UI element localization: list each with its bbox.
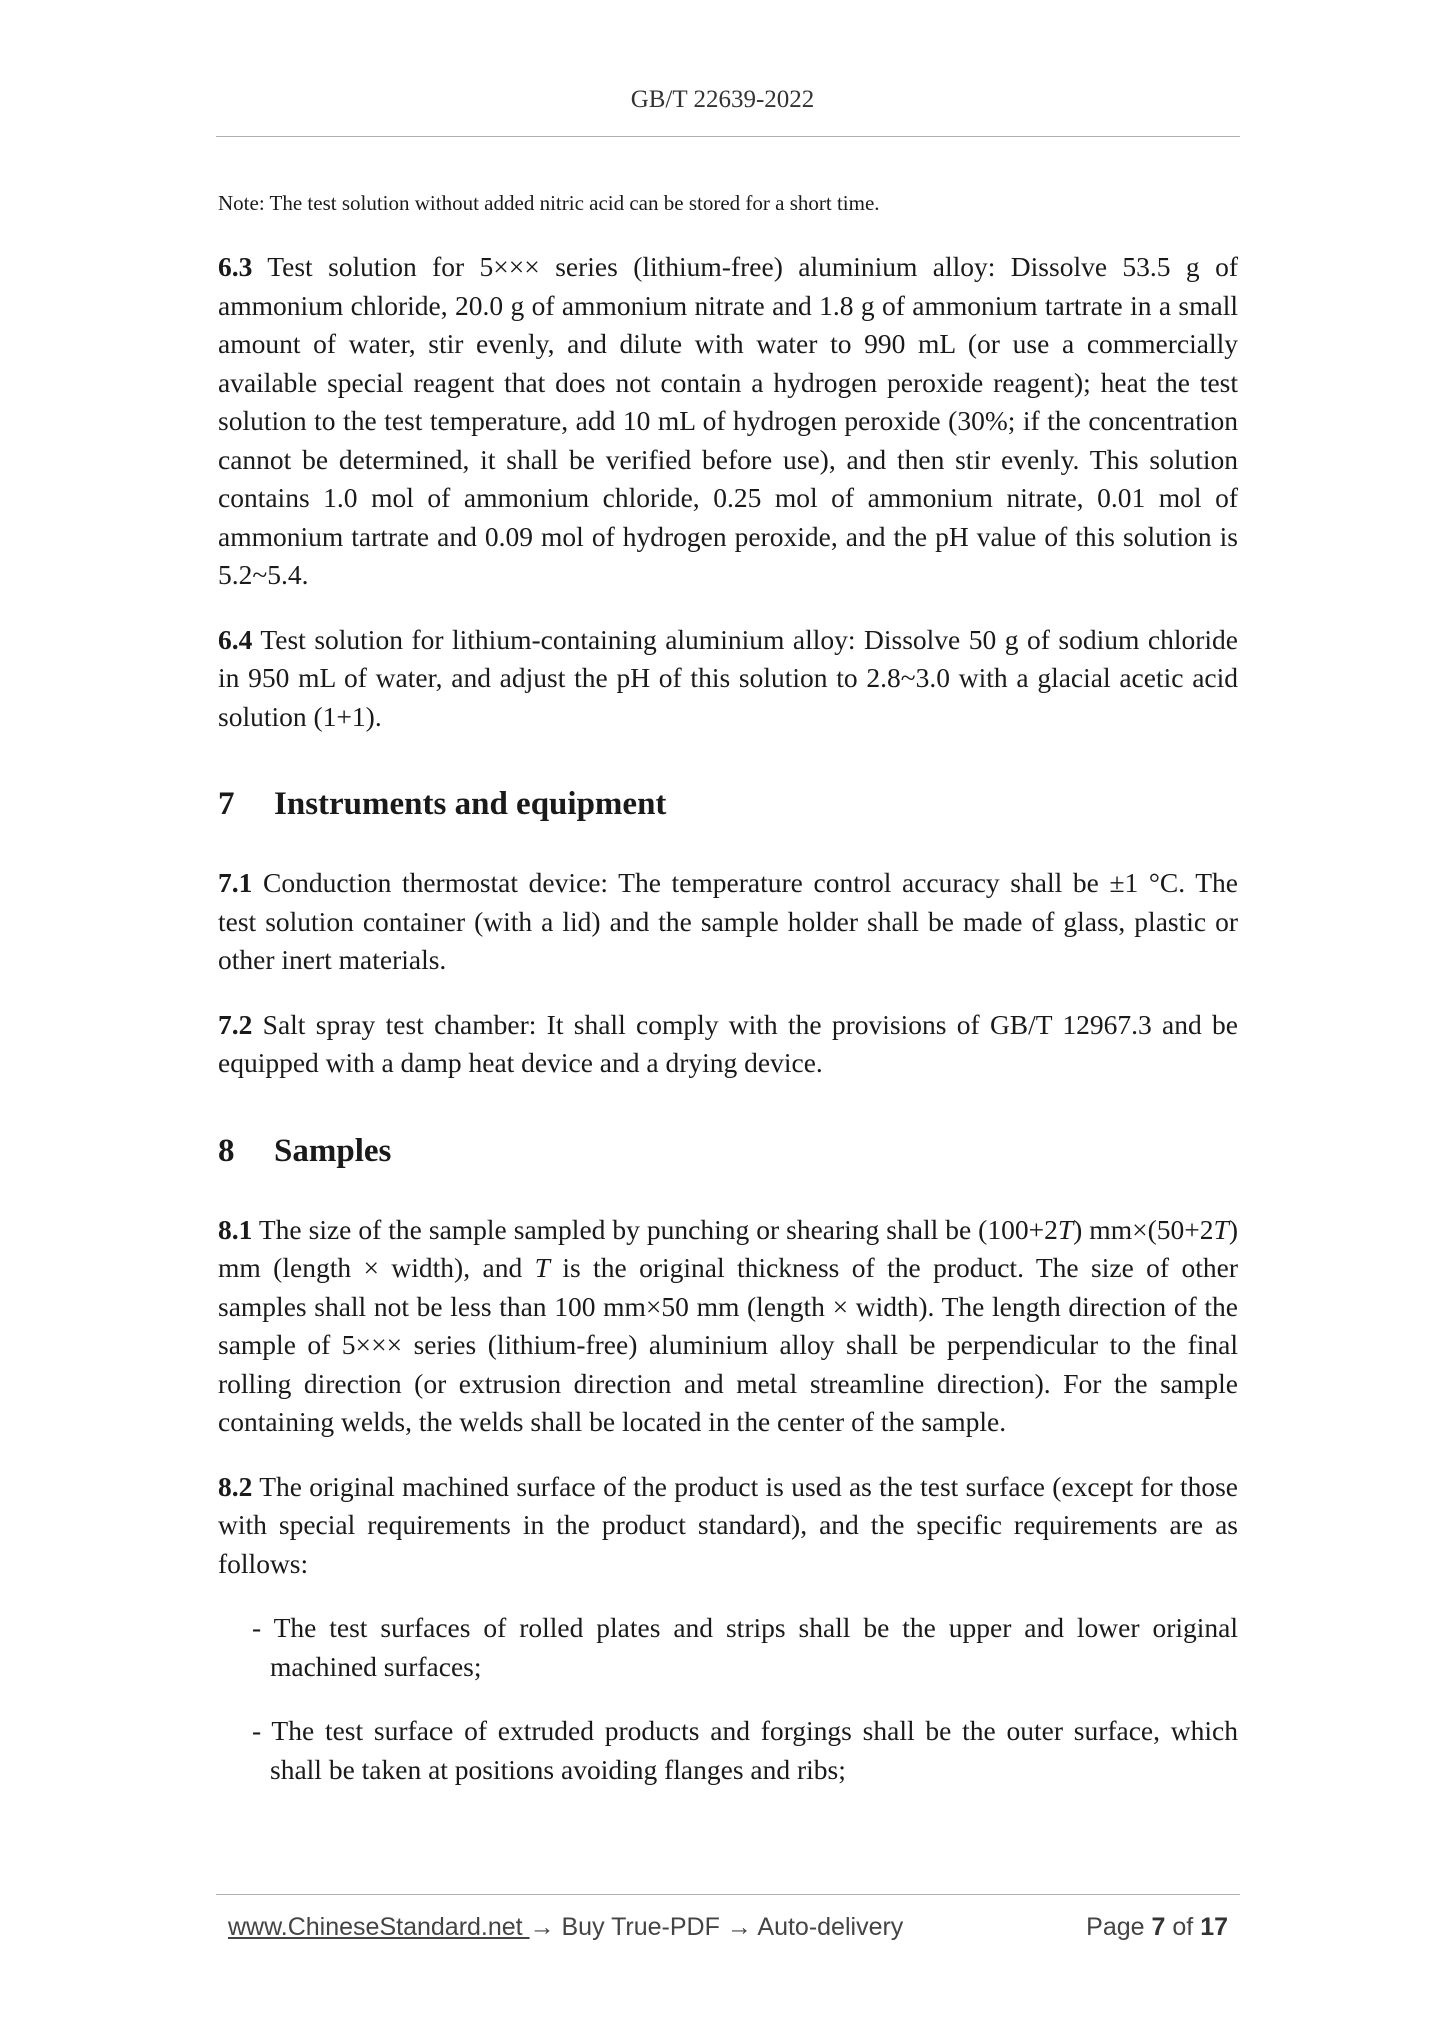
page-label: Page <box>1086 1913 1145 1941</box>
clause-8-1 <box>218 1211 1238 1442</box>
website-link[interactable]: www.ChineseStandard.net <box>228 1913 530 1941</box>
page-number <box>1086 1913 1228 1942</box>
clause-text: The original machined surface of the product is used as the test surface (except for those with special requirements in the product standard), and the specific requirements are as follows: <box>218 1470 1238 1579</box>
of-label: of <box>1172 1913 1194 1941</box>
clause-number: 8.2 <box>218 1470 253 1502</box>
header-title: GB/T 22639-2022 <box>630 86 815 113</box>
section-number: 7 <box>218 786 235 822</box>
section-heading-7 <box>218 784 1238 824</box>
note-text: Note: The test solution without added nitric acid can be stored for a short time. <box>218 191 880 215</box>
section-title: Samples <box>274 1132 392 1169</box>
clause-text: The size of the sample sampled by punching or shearing shall be (100+2 <box>258 1213 1058 1245</box>
arrow-icon: → <box>529 1913 555 1941</box>
clause-6-4 <box>218 621 1238 737</box>
clause-number: 7.1 <box>218 867 253 898</box>
current-page: 7 <box>1151 1913 1166 1941</box>
thickness-symbol: T <box>1213 1213 1229 1245</box>
buy-text: Buy True-PDF <box>554 1913 727 1941</box>
clause-text: is the original thickness of the product. The size of other samples shall not be less than 100 mm×50 mm (length × width). The length direction of the sample of 5××× series (lithium-free) aluminium alloy shall be perpendicular to the final rolling direction (or extrusion direction and metal streamline direction). For the sample containing welds, the welds shall be located in the center of the sample. <box>218 1252 1238 1437</box>
arrow-icon: → <box>726 1913 752 1941</box>
clause-number: 6.4 <box>218 623 253 655</box>
clause-6-3 <box>218 248 1238 595</box>
section-number: 8 <box>218 1132 235 1169</box>
clause-number: 7.2 <box>218 1008 253 1040</box>
thickness-symbol: T <box>534 1252 550 1283</box>
delivery-text: Auto-delivery <box>751 1913 904 1941</box>
clause-7-2 <box>218 1006 1238 1083</box>
clause-text: Conduction thermostat device: The temperature control accuracy shall be ±1 °C. The test solution container (with a lid) and the sample holder shall be made of glass, plastic or other inert materials. <box>218 867 1238 975</box>
clause-number: 6.3 <box>218 251 253 282</box>
clause-text: Test solution for 5××× series (lithium-free) aluminium alloy: Dissolve 53.5 g of ammonium chloride, 20.0 g of ammonium nitrate and 1.8 g of ammonium tartrate in a small amount of water, stir evenly, and dilute with water to 990 mL (or use a commercially available special reagent that does not contain a hydrogen peroxide reagent); heat the test solution to the test temperature, add 10 mL of hydrogen peroxide (30%; if the concentration cannot be determined, it shall be verified before use), and then stir evenly. This solution contains 1.0 mol of ammonium chloride, 0.25 mol of ammonium nitrate, 0.01 mol of ammonium tartrate and 0.09 mol of hydrogen peroxide, and the pH value of this solution is 5.2~5.4. <box>218 251 1238 590</box>
total-pages: 17 <box>1200 1913 1228 1941</box>
section-heading-8 <box>218 1131 1238 1171</box>
footer-promo <box>228 1913 903 1942</box>
clause-text: ) mm×(50+2 <box>1073 1213 1214 1245</box>
clause-text: Test solution for lithium-containing aluminium alloy: Dissolve 50 g of sodium chloride in 950 mL of water, and adjust the pH of this solution to 2.8~3.0 with a glacial acetic acid solution (1+1). <box>218 623 1238 732</box>
list-item: - The test surface of extruded products and forgings shall be the outer surface, which shall be taken at positions avoiding flanges and ribs; <box>252 1715 1238 1785</box>
page-footer <box>228 1913 1238 1949</box>
header-divider <box>216 136 1240 137</box>
clause-8-2 <box>218 1468 1238 1584</box>
footer-divider <box>216 1894 1240 1895</box>
clause-text: Salt spray test chamber: It shall comply with the provisions of GB/T 12967.3 and be equipped with a damp heat device and a drying device. <box>218 1008 1239 1078</box>
clause-text: ) mm (length × width), and <box>218 1213 1238 1283</box>
thickness-symbol: T <box>1057 1213 1074 1245</box>
clause-number: 8.1 <box>218 1213 253 1245</box>
section-title: Instruments and equipment <box>274 786 667 822</box>
clause-7-1 <box>218 864 1238 980</box>
list-item: - The test surfaces of rolled plates and strips shall be the upper and lower original machined surfaces; <box>252 1612 1238 1682</box>
document-body <box>218 188 1238 1815</box>
